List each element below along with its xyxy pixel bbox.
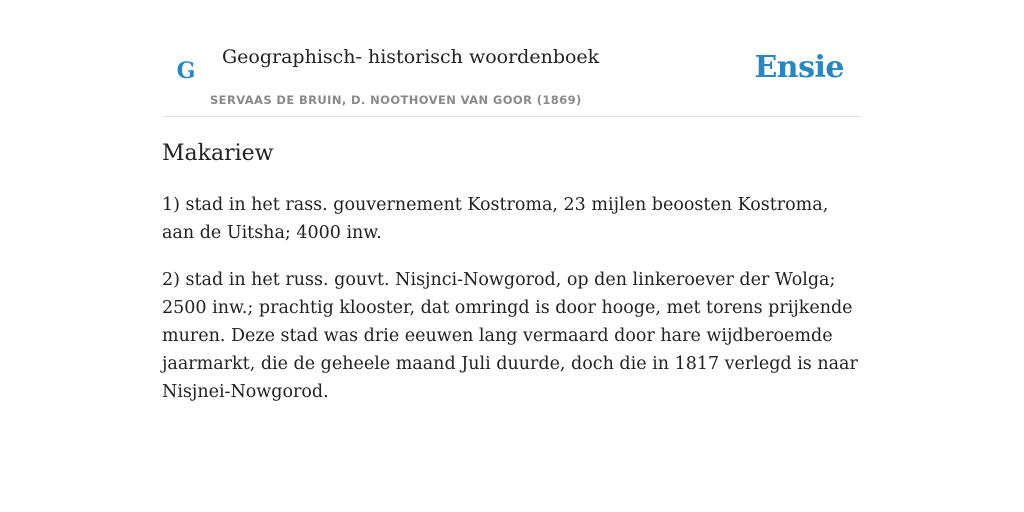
book-authors: SERVAAS DE BRUIN, D. NOOTHOVEN VAN GOOR (1869) [210,93,582,107]
entry-title: Makariew [162,141,274,166]
book-title-link[interactable]: Geographisch- historisch woordenboek [222,46,600,68]
definition-2: 2) stad in het russ. gouvt. Nisjnci-Nowgorod, op den linkeroever der Wolga; 2500 inw.; prachtig klooster, dat omringd is door hooge, met torens prijkende muren. Deze stad was drie eeuwen lang vermaard door hare wijdberoemde jaarmarkt, die de geheele maand Juli duurde, doch die in 1817 verlegd is naar Nisjnei-Nowgorod. [162,270,858,402]
definition-1: 1) stad in het rass. gouvernement Kostroma, 23 mijlen beoosten Kostroma, aan de Uitsha; 4000 inw. [162,195,829,243]
ensie-logo-link[interactable]: Ensie [754,50,844,85]
book-header [162,30,862,117]
book-letter-icon[interactable]: G [176,58,196,84]
entry-content [162,139,862,425]
